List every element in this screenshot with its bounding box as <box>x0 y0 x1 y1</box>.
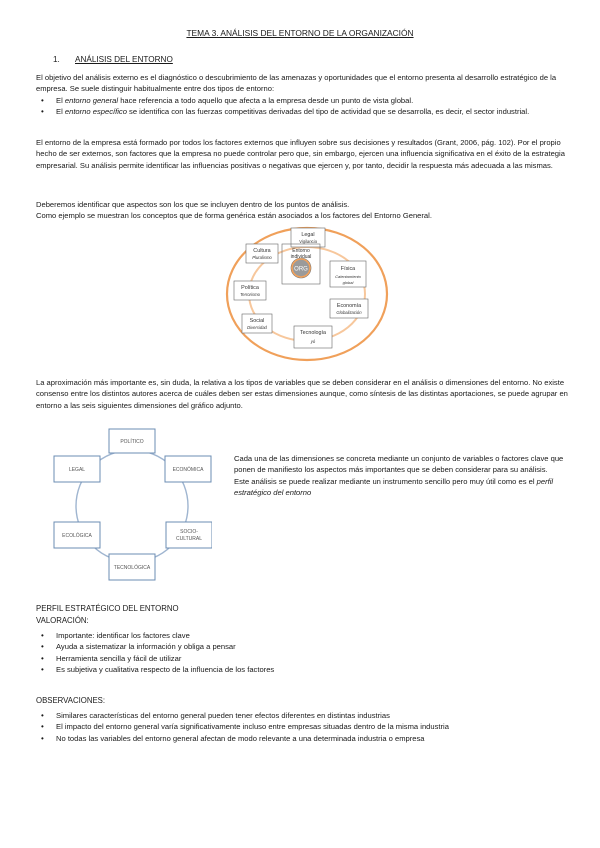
list-item: • El entorno general hace referencia a todo aquello que afecta a la empresa desde un punto de vista global. <box>36 95 570 106</box>
list-item: • Herramienta sencilla y fácil de utilizar <box>36 653 570 664</box>
factor-sub: yó <box>310 339 316 344</box>
page-title: TEMA 3. ANÁLISIS DEL ENTORNO DE LA ORGANIZACIÓN <box>186 28 414 38</box>
list-item: • El impacto del entorno general varía significativamente incluso entre empresas situadas dentro de la misma industria <box>36 721 570 732</box>
dimension-node <box>165 456 211 482</box>
factor-name: Economía <box>336 303 362 309</box>
svg-text:LEGAL: LEGAL <box>68 467 86 473</box>
observaciones-heading: OBSERVACIONES: <box>36 696 106 705</box>
dimension-node <box>166 522 212 548</box>
observaciones-bullets <box>36 710 570 744</box>
list-item: • El entorno específico se identifica con las fuerzas competitivas derivadas del tipo de actividad que se desarrolla, es decir, el sector industrial. <box>36 106 570 117</box>
factor-sub: Diversidad <box>247 325 267 330</box>
dimensions-side-text <box>234 453 570 499</box>
dimension-node <box>54 522 100 548</box>
aspects-line-1: Deberemos identificar que aspectos son los que se incluyen dentro de los puntos de análisis. <box>36 200 350 209</box>
list-item: • Ayuda a sistematizar la información y obliga a pensar <box>36 641 570 652</box>
inner-label: individual <box>290 254 312 260</box>
list-item: • Similares características del entorno general pueden tener efectos diferentes en distintas industrias <box>36 710 570 721</box>
svg-text:TECNOLÓGICA: TECNOLÓGICA <box>113 565 151 571</box>
environment-paragraph: El entorno de la empresa está formado por todos los factores externos que influyen sobre sus decisiones y resultados (Grant, 2006, pág. 102). Por el propio hecho de ser externos, son factores que la empresa no puede controlar pero que, sin embargo, ejercen una influencia significativa en el éxito de la estrategia empresarial. Su análisis permite identificar las influencias positivas o negativas que ejercen y, por tanto, decidir la respuesta más adecuada a las mismas. <box>36 138 565 170</box>
aspects-line-2: Como ejemplo se muestran los conceptos que de forma genérica están asociados a los factores del Entorno General. <box>36 211 432 221</box>
side-paragraph-1: Cada una de las dimensiones se concreta mediante un conjunto de variables o factores clave que ponen de manifiesto los aspectos más importantes que se deben considerar para su análisis. <box>234 454 564 475</box>
section-number: 1. <box>53 55 60 64</box>
dimension-node <box>109 429 155 453</box>
factor-sub: Globalización <box>336 310 362 315</box>
perfil-heading: PERFIL ESTRATÉGICO DEL ENTORNO <box>36 604 179 613</box>
factor-sub: Pluralismo <box>252 255 272 260</box>
factor-name: Tecnología <box>299 330 327 336</box>
svg-text:ECONÓMICA: ECONÓMICA <box>172 467 204 473</box>
dimension-node <box>54 456 100 482</box>
inner-label: Entorno <box>292 248 310 254</box>
factor-name: Física <box>340 266 356 272</box>
svg-text:POLÍTICO: POLÍTICO <box>120 439 144 445</box>
factor-name: Cultura <box>253 248 271 254</box>
intro-bullets <box>36 95 570 118</box>
dimensions-paragraph: La aproximación más importante es, sin duda, la relativa a los tipos de variables que se deben considerar en el análisis o dimensiones del entorno. No existe consenso entre los distintos autores acerca de cuáles deben ser estas dimensiones aunque, como síntesis de las distintas aportaciones, se puede agrupar en entorno a las seis siguientes dimensiones del gráfico adjunto. <box>36 378 568 410</box>
intro-paragraph: El objetivo del análisis externo es el diagnóstico o descubrimiento de las amenazas y oportunidades que el entorno presenta al desarrollo estratégico de la empresa. Se suele distinguir habitualmente entre dos tipos de entorno: <box>36 73 557 94</box>
factor-name: Legal <box>301 232 315 238</box>
perfil-subheading: VALORACIÓN: <box>36 616 89 625</box>
dimensions-diagram <box>52 426 212 582</box>
factor-name: Política <box>241 285 259 291</box>
factor-sub: global <box>342 280 354 285</box>
perfil-bullets <box>36 630 570 676</box>
svg-text:ECOLÓGICA: ECOLÓGICA <box>62 533 92 539</box>
factor-sub: Vigilancia <box>299 239 317 244</box>
dimension-node <box>109 554 155 580</box>
org-label: ORG <box>294 266 308 273</box>
section-heading <box>53 55 173 64</box>
intro-section <box>36 72 570 118</box>
list-item: • Es subjetiva y cualitativa respecto de la influencia de los factores <box>36 664 570 675</box>
list-item: • Importante: identificar los factores clave <box>36 630 570 641</box>
factor-sub: Terrorismo <box>240 292 260 297</box>
list-item: • No todas las variables del entorno general afectan de modo relevante a una determinada industria o empresa <box>36 733 570 744</box>
aspects-paragraph <box>36 199 570 222</box>
section-label: ANÁLISIS DEL ENTORNO <box>75 55 173 64</box>
general-environment-diagram <box>218 224 396 364</box>
svg-text:CULTURAL: CULTURAL <box>175 536 203 542</box>
side-paragraph-2: Este análisis se puede realizar mediante un instrumento sencillo pero muy útil como es el perfil estratégico del entorno <box>234 476 554 498</box>
factor-sub: Calentamiento <box>335 274 361 279</box>
factor-name: Social <box>249 318 265 324</box>
svg-text:SOCIO-: SOCIO- <box>180 529 198 535</box>
